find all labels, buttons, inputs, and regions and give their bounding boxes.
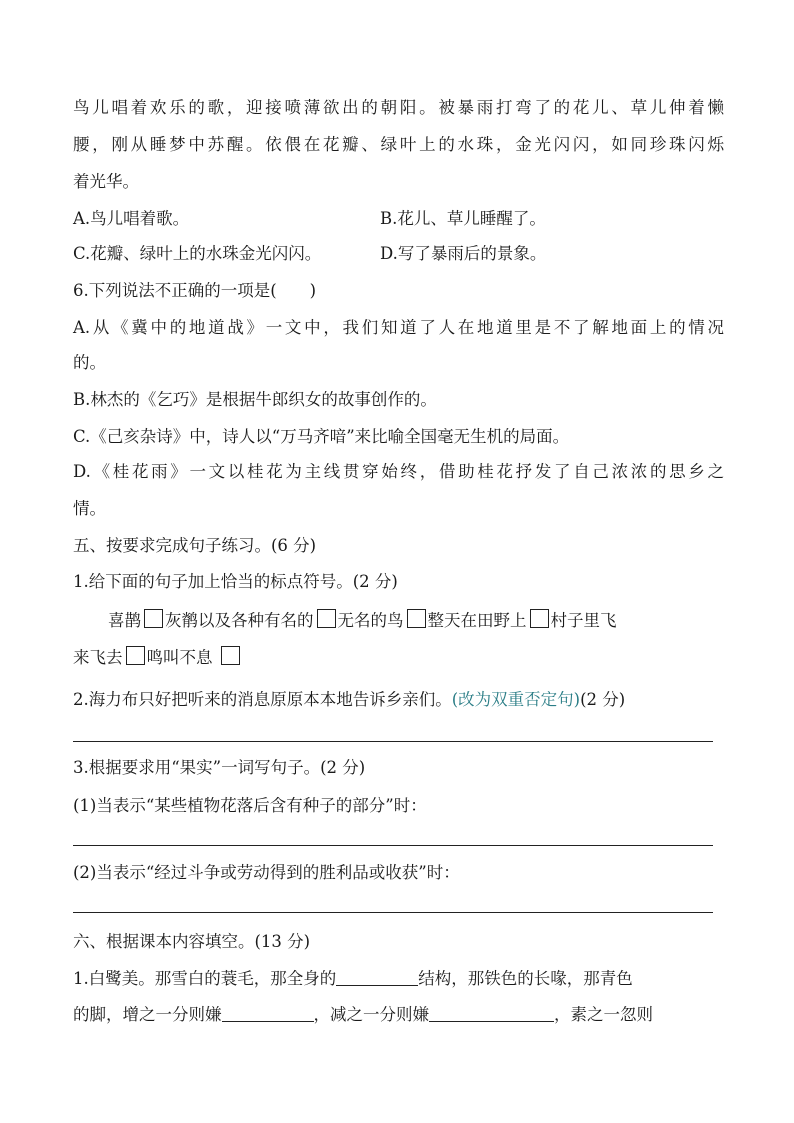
fill-blank-line: 1.白鹭美。那雪白的蓑毛，那全身的 结构，那铁色的长喙，那青色	[73, 969, 633, 988]
answer-line[interactable]	[73, 845, 713, 846]
option-a[interactable]: A.鸟儿唱着歌。	[73, 209, 190, 228]
instruction-hint: (改为双重否定句)	[451, 690, 581, 709]
fill-blank[interactable]	[429, 1005, 554, 1022]
q5-options-row	[73, 243, 724, 265]
option-a[interactable]: A.从《冀中的地道战》一文中，我们知道了人在地道里是不了解地面上的情况	[73, 318, 724, 337]
option-c[interactable]: C.花瓣、绿叶上的水珠金光闪闪。	[73, 244, 322, 263]
passage-line: 着光华。	[73, 172, 139, 191]
question-stem: 6.下列说法不正确的一项是( )	[73, 281, 317, 300]
punctuation-box[interactable]	[144, 609, 163, 628]
punctuation-sentence: 喜鹊 灰鹡以及各种有名的 无名的鸟 整天在田野上 村子里飞	[108, 611, 617, 630]
section-title: 五、按要求完成句子练习。(6 分)	[73, 536, 317, 555]
punctuation-box[interactable]	[317, 609, 336, 628]
punctuation-box[interactable]	[530, 609, 549, 628]
question-stem: 2.海力布只好把听来的消息原原本本地告诉乡亲们。(改为双重否定句)(2 分)	[73, 690, 626, 709]
fill-blank[interactable]	[222, 1005, 314, 1022]
passage-line: 腰，刚从睡梦中苏醒。依偎在花瓣、绿叶上的水珠，金光闪闪，如同珍珠闪烁	[73, 135, 724, 154]
sub-question: (2)当表示“经过斗争或劳动得到的胜利品或收获”时：	[73, 863, 460, 882]
option-a-cont[interactable]: 的。	[73, 353, 106, 372]
sub-question: (1)当表示“某些植物花落后含有种子的部分”时：	[73, 796, 427, 815]
q5-options-row	[73, 208, 724, 230]
punctuation-box[interactable]	[126, 646, 145, 665]
passage-line: 鸟儿唱着欢乐的歌，迎接喷薄欲出的朝阳。被暴雨打弯了的花儿、草儿伸着懒	[73, 98, 724, 117]
fill-blank[interactable]	[336, 969, 418, 986]
option-c[interactable]: C.《己亥杂诗》中，诗人以“万马齐喑”来比喻全国毫无生机的局面。	[73, 427, 570, 446]
question-stem: 1.给下面的句子加上恰当的标点符号。(2 分)	[73, 572, 398, 591]
punctuation-box[interactable]	[221, 646, 240, 665]
punctuation-sentence-cont: 来飞去 鸣叫不息	[73, 646, 724, 669]
option-b[interactable]: B.花儿、草儿睡醒了。	[380, 209, 546, 228]
punctuation-box[interactable]	[407, 609, 426, 628]
option-d[interactable]: D.写了暴雨后的景象。	[380, 244, 547, 263]
question-stem: 3.根据要求用“果实”一词写句子。(2 分)	[73, 758, 366, 777]
answer-line[interactable]	[73, 741, 713, 742]
section-title: 六、根据课本内容填空。(13 分)	[73, 932, 311, 951]
option-d-cont[interactable]: 情。	[73, 499, 106, 518]
fill-blank-line: 的脚，增之一分则嫌 ，减之一分则嫌 ，素之一忽则	[73, 1005, 653, 1024]
option-d[interactable]: D.《桂花雨》一文以桂花为主线贯穿始终，借助桂花抒发了自己浓浓的思乡之	[73, 462, 724, 481]
answer-line[interactable]	[73, 912, 713, 913]
option-b[interactable]: B.林杰的《乞巧》是根据牛郎织女的故事创作的。	[73, 390, 437, 409]
